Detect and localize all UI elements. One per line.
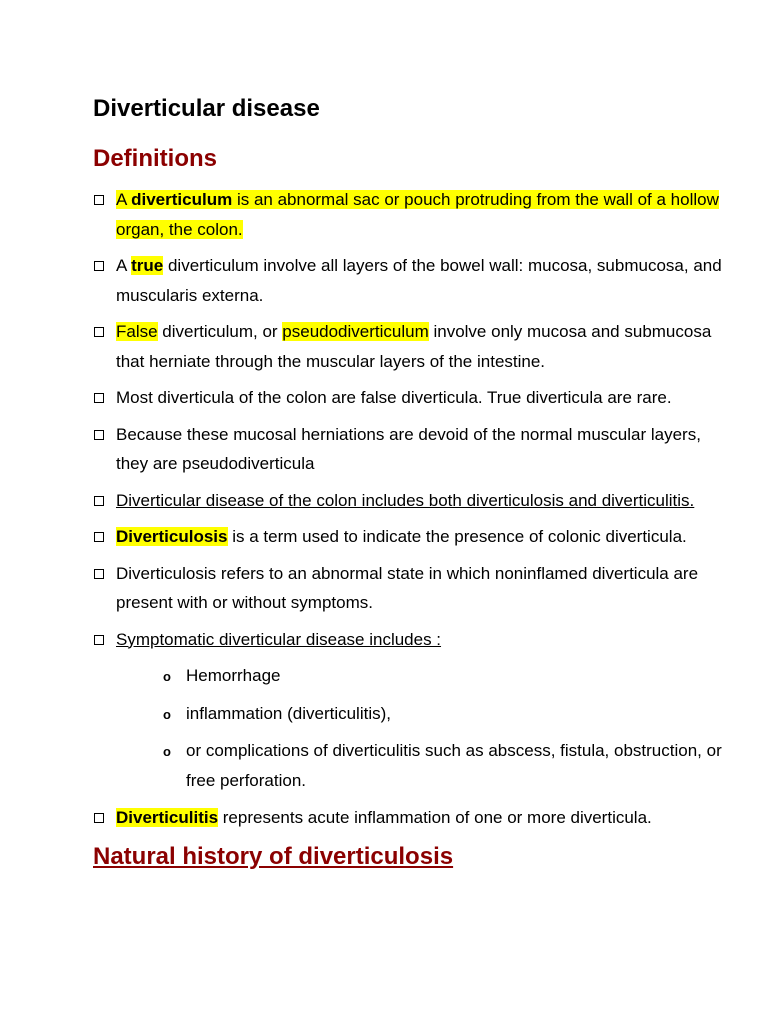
bold-term: diverticulum [131, 190, 233, 209]
bullet-text: Most diverticula of the colon are false diverticula. True diverticula are rare. [116, 388, 672, 407]
definitions-list [93, 185, 723, 654]
square-bullet-icon [94, 430, 104, 440]
square-bullet-icon [94, 496, 104, 506]
text-run: diverticulum, or [157, 322, 283, 341]
bullet-diverticulosis-term [93, 522, 723, 552]
highlighted-text: False [116, 322, 158, 341]
symptomatic-sublist [93, 661, 723, 795]
square-bullet-icon [94, 327, 104, 337]
text-run: is an abnormal sac or pouch protruding from the wall of a hollow organ, the colon. [116, 190, 719, 239]
definitions-list-continued [93, 803, 723, 833]
text-run: is a term used to indicate the presence of colonic diverticula. [227, 527, 687, 546]
square-bullet-icon [94, 635, 104, 645]
square-bullet-icon [94, 532, 104, 542]
section-heading-definitions: Definitions [93, 145, 217, 172]
square-bullet-icon [94, 261, 104, 271]
square-bullet-icon [94, 195, 104, 205]
bullet-false-diverticulum [93, 317, 723, 376]
bold-term: Diverticulosis [116, 527, 228, 546]
bullet-text: Because these mucosal herniations are devoid of the normal muscular layers, they are pseudodiverticula [116, 424, 701, 473]
text-run: A [116, 256, 132, 275]
bold-term: Diverticulitis [116, 808, 219, 827]
circle-bullet-icon: o [163, 706, 171, 722]
text-run: represents acute inflammation of one or more diverticula. [218, 808, 652, 827]
bullet-diverticulitis [93, 803, 723, 833]
highlighted-text: pseudodiverticulum [282, 322, 429, 341]
sub-item-hemorrhage [93, 661, 723, 691]
square-bullet-icon [94, 393, 104, 403]
section-heading-natural-history: Natural history of diverticulosis [93, 842, 454, 870]
bullet-diverticulum [93, 185, 723, 244]
text-run: A [116, 190, 132, 209]
sub-item-inflammation [93, 699, 723, 729]
highlighted-text [116, 190, 719, 239]
bold-term: true [131, 256, 164, 275]
text-run: diverticulum involve all layers of the bowel wall: mucosa, submucosa, and muscularis externa. [116, 256, 722, 305]
square-bullet-icon [94, 569, 104, 579]
square-bullet-icon [94, 813, 104, 823]
bullet-true-diverticulum [93, 251, 723, 310]
bullet-symptomatic-disease [93, 625, 723, 655]
sub-item-text: Hemorrhage [186, 666, 281, 685]
sub-item-text: inflammation (diverticulitis), [186, 703, 391, 723]
circle-bullet-icon: o [163, 669, 171, 684]
bullet-diverticulosis-state [93, 559, 723, 618]
underlined-text: Diverticular disease of the colon includes both diverticulosis and diverticulitis. [116, 490, 695, 510]
document-page [93, 92, 723, 874]
underlined-text: Symptomatic diverticular disease includes : [116, 629, 442, 649]
bullet-text: Diverticulosis refers to an abnormal state in which noninflamed diverticula are present with or without symptoms. [116, 563, 699, 612]
bullet-diverticular-disease [93, 486, 723, 516]
bullet-mucosal-herniations [93, 420, 723, 479]
text-run: involve only mucosa and submucosa that herniate through the muscular layers of the intestine. [116, 322, 712, 371]
sub-item-text: or complications of diverticulitis such as abscess, fistula, obstruction, or free perforation. [186, 741, 722, 790]
document-title: Diverticular disease [93, 95, 320, 122]
sub-item-complications [93, 736, 723, 795]
bullet-most-diverticula [93, 383, 723, 413]
circle-bullet-icon: o [163, 744, 171, 759]
